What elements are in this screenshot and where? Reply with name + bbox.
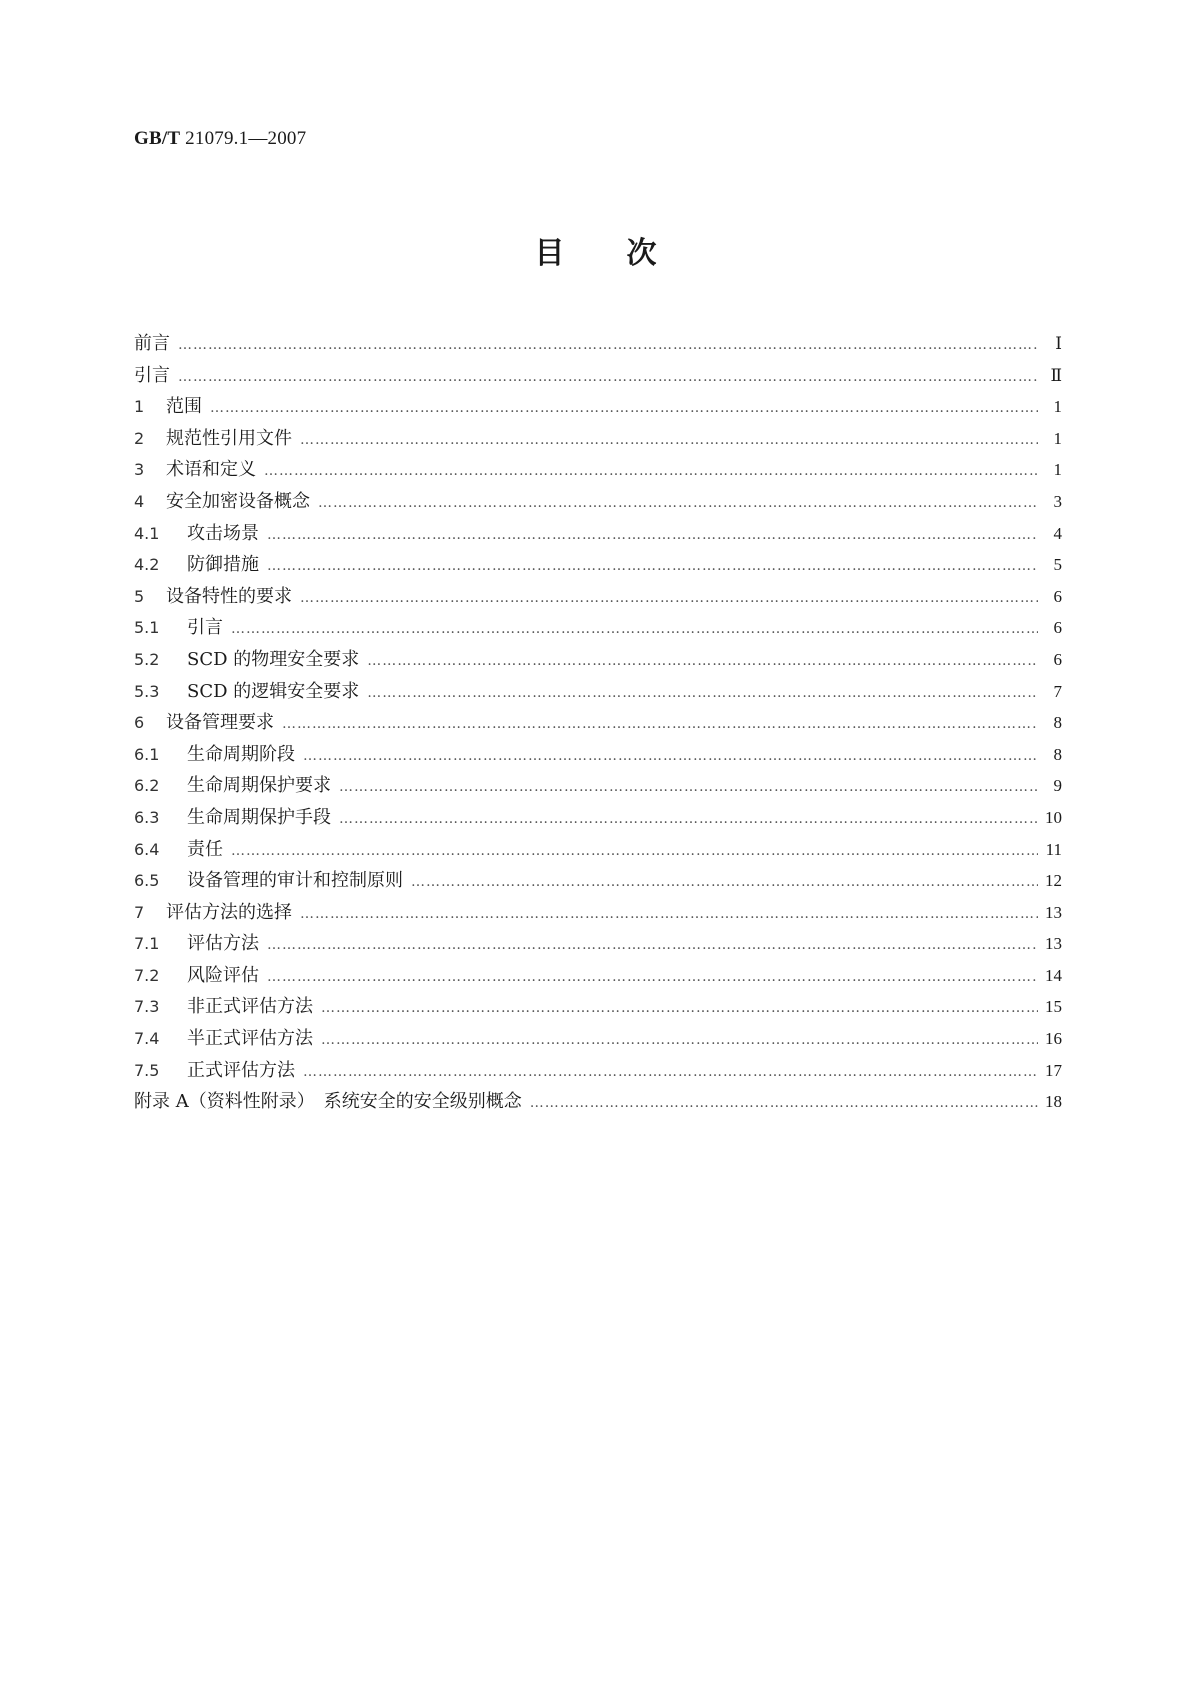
toc-entry-page-number: 6: [1053, 649, 1062, 669]
toc-dot-leader: [411, 867, 1038, 899]
toc-dot-leader: [282, 709, 1038, 741]
toc-entry-title: 正式评估方法: [187, 1059, 295, 1081]
toc-entry-number: 7: [134, 902, 145, 922]
toc-entry-number: 7.4: [134, 1029, 160, 1049]
toc-entry-title: 评估方法: [187, 933, 259, 955]
toc-entry-page-number: 9: [1053, 776, 1062, 796]
toc-entry[interactable]: [134, 834, 1062, 866]
toc-entry[interactable]: [134, 486, 1062, 518]
toc-entry-number: 5: [134, 586, 145, 606]
toc-entry[interactable]: [134, 612, 1062, 644]
toc-entry-title: 设备管理要求: [166, 712, 274, 734]
toc-entry[interactable]: [134, 454, 1062, 486]
toc-entry-page-number: 5: [1053, 555, 1062, 575]
toc-entry-page-number: 18: [1045, 1092, 1062, 1112]
toc-dot-leader: [339, 772, 1038, 804]
toc-entry-page-number: 15: [1045, 997, 1062, 1017]
toc-entry-number: 2: [134, 428, 145, 448]
toc-entry-title: 引言: [134, 364, 170, 386]
page-title: 目次: [534, 236, 719, 271]
toc-dot-leader: [210, 393, 1038, 425]
toc-entry-title: 生命周期保护手段: [187, 806, 331, 828]
toc-dot-leader: [530, 1088, 1038, 1120]
toc-entry-number: 5.2: [134, 649, 160, 669]
toc-entry-number: 6.2: [134, 776, 160, 796]
toc-entry-title: 评估方法的选择: [166, 901, 292, 923]
toc-dot-leader: [300, 425, 1038, 457]
toc-entry-page-number: 1: [1053, 428, 1062, 448]
toc-entry-page-number: Ⅱ: [1050, 365, 1062, 385]
toc-entry-number: 6.3: [134, 807, 160, 827]
toc-entry[interactable]: [134, 802, 1062, 834]
toc-entry-number: 4.1: [134, 523, 160, 543]
toc-entry[interactable]: [134, 928, 1062, 960]
toc-dot-leader: [267, 930, 1038, 962]
toc-entry-title: 生命周期保护要求: [187, 775, 331, 797]
toc-entry[interactable]: [134, 960, 1062, 992]
toc-entry-title: SCD 的逻辑安全要求: [187, 680, 360, 702]
toc-dot-leader: [264, 456, 1038, 488]
toc-dot-leader: [367, 646, 1038, 678]
toc-entry-page-number: 16: [1045, 1029, 1062, 1049]
toc-dot-leader: [231, 836, 1038, 868]
toc-entry-title: 附录 A（资料性附录） 系统安全的安全级别概念: [134, 1091, 522, 1113]
toc-entry[interactable]: [134, 518, 1062, 550]
toc-dot-leader: [339, 804, 1038, 836]
toc-dot-leader: [321, 1025, 1038, 1057]
toc-entry-title: 生命周期阶段: [187, 743, 295, 765]
toc-entry-title: SCD 的物理安全要求: [187, 648, 360, 670]
toc-entry[interactable]: [134, 897, 1062, 929]
toc-entry-number: 1: [134, 397, 145, 417]
toc-entry-page-number: Ⅰ: [1055, 334, 1062, 353]
toc-entry-number: 5.3: [134, 681, 160, 701]
toc-entry-page-number: 3: [1053, 491, 1062, 511]
toc-entry[interactable]: [134, 1023, 1062, 1055]
toc-dot-leader: [367, 678, 1038, 710]
toc-entry-title: 责任: [187, 838, 223, 860]
toc-entry-page-number: 14: [1045, 965, 1062, 985]
toc-entry[interactable]: [134, 1055, 1062, 1087]
toc-entry-page-number: 10: [1045, 807, 1062, 827]
toc-dot-leader: [300, 583, 1038, 615]
toc-dot-leader: [267, 962, 1038, 994]
toc-entry-page-number: 1: [1053, 397, 1062, 417]
toc-entry[interactable]: [134, 391, 1062, 423]
toc-entry-number: 6.4: [134, 839, 160, 859]
toc-entry[interactable]: [134, 328, 1062, 360]
toc-entry-title: 非正式评估方法: [187, 996, 313, 1018]
toc-dot-leader: [321, 993, 1038, 1025]
toc-entry-page-number: 17: [1045, 1060, 1062, 1080]
toc-entry-title: 设备特性的要求: [166, 585, 292, 607]
toc-entry-number: 7.3: [134, 997, 160, 1017]
toc-entry-page-number: 8: [1053, 713, 1062, 733]
toc-dot-leader: [231, 614, 1038, 646]
toc-entry-number: 6: [134, 713, 145, 733]
toc-entry[interactable]: [134, 707, 1062, 739]
toc-entry-page-number: 1: [1053, 460, 1062, 480]
toc-dot-leader: [178, 330, 1038, 362]
toc-entry-number: 4.2: [134, 555, 160, 575]
toc-entry[interactable]: [134, 644, 1062, 676]
toc-entry-number: 6.5: [134, 871, 160, 891]
toc-entry-title: 半正式评估方法: [187, 1028, 313, 1050]
standard-prefix: GB/T: [134, 128, 181, 149]
toc-entry-number: 6.1: [134, 744, 160, 764]
toc-entry-number: 3: [134, 460, 145, 480]
toc-entry-title: 攻击场景: [187, 522, 259, 544]
toc-entry-title: 风险评估: [187, 964, 259, 986]
toc-entry[interactable]: [134, 739, 1062, 771]
toc-entry-page-number: 6: [1053, 586, 1062, 606]
toc-entry[interactable]: [134, 423, 1062, 455]
toc-entry[interactable]: [134, 865, 1062, 897]
standard-code: [134, 128, 306, 150]
toc-entry-page-number: 4: [1053, 523, 1062, 543]
toc-dot-leader: [303, 1057, 1038, 1089]
toc-entry[interactable]: [134, 581, 1062, 613]
toc-entry[interactable]: [134, 549, 1062, 581]
toc-entry-page-number: 11: [1045, 839, 1062, 859]
toc-entry-title: 安全加密设备概念: [166, 490, 310, 512]
toc-dot-leader: [267, 520, 1038, 552]
toc-entry-number: 7.1: [134, 934, 160, 954]
toc-entry[interactable]: [134, 1086, 1062, 1118]
toc-entry-page-number: 8: [1053, 744, 1062, 764]
toc-entry[interactable]: [134, 676, 1062, 708]
table-of-contents: [134, 328, 1062, 1118]
toc-entry-title: 引言: [187, 617, 223, 639]
toc-dot-leader: [318, 488, 1038, 520]
toc-entry-page-number: 13: [1045, 934, 1062, 954]
standard-number: 21079.1—2007: [180, 128, 307, 149]
toc-entry-page-number: 7: [1053, 681, 1062, 701]
toc-entry-page-number: 6: [1053, 618, 1062, 638]
toc-dot-leader: [303, 741, 1038, 773]
toc-entry-number: 7.5: [134, 1060, 160, 1080]
toc-dot-leader: [267, 551, 1038, 583]
toc-entry-title: 前言: [134, 333, 170, 354]
toc-entry[interactable]: [134, 991, 1062, 1023]
toc-entry-title: 术语和定义: [166, 459, 256, 481]
toc-entry[interactable]: [134, 360, 1062, 392]
toc-entry-title: 防御措施: [187, 554, 259, 576]
toc-entry[interactable]: [134, 770, 1062, 802]
toc-entry-page-number: 12: [1045, 871, 1062, 891]
toc-entry-title: 规范性引用文件: [166, 427, 292, 449]
toc-entry-page-number: 13: [1045, 902, 1062, 922]
toc-entry-title: 设备管理的审计和控制原则: [187, 870, 403, 892]
toc-entry-title: 范围: [166, 396, 202, 418]
toc-entry-number: 7.2: [134, 965, 160, 985]
toc-dot-leader: [300, 899, 1038, 931]
toc-entry-number: 4: [134, 491, 145, 511]
toc-entry-number: 5.1: [134, 618, 160, 638]
toc-dot-leader: [178, 362, 1038, 394]
